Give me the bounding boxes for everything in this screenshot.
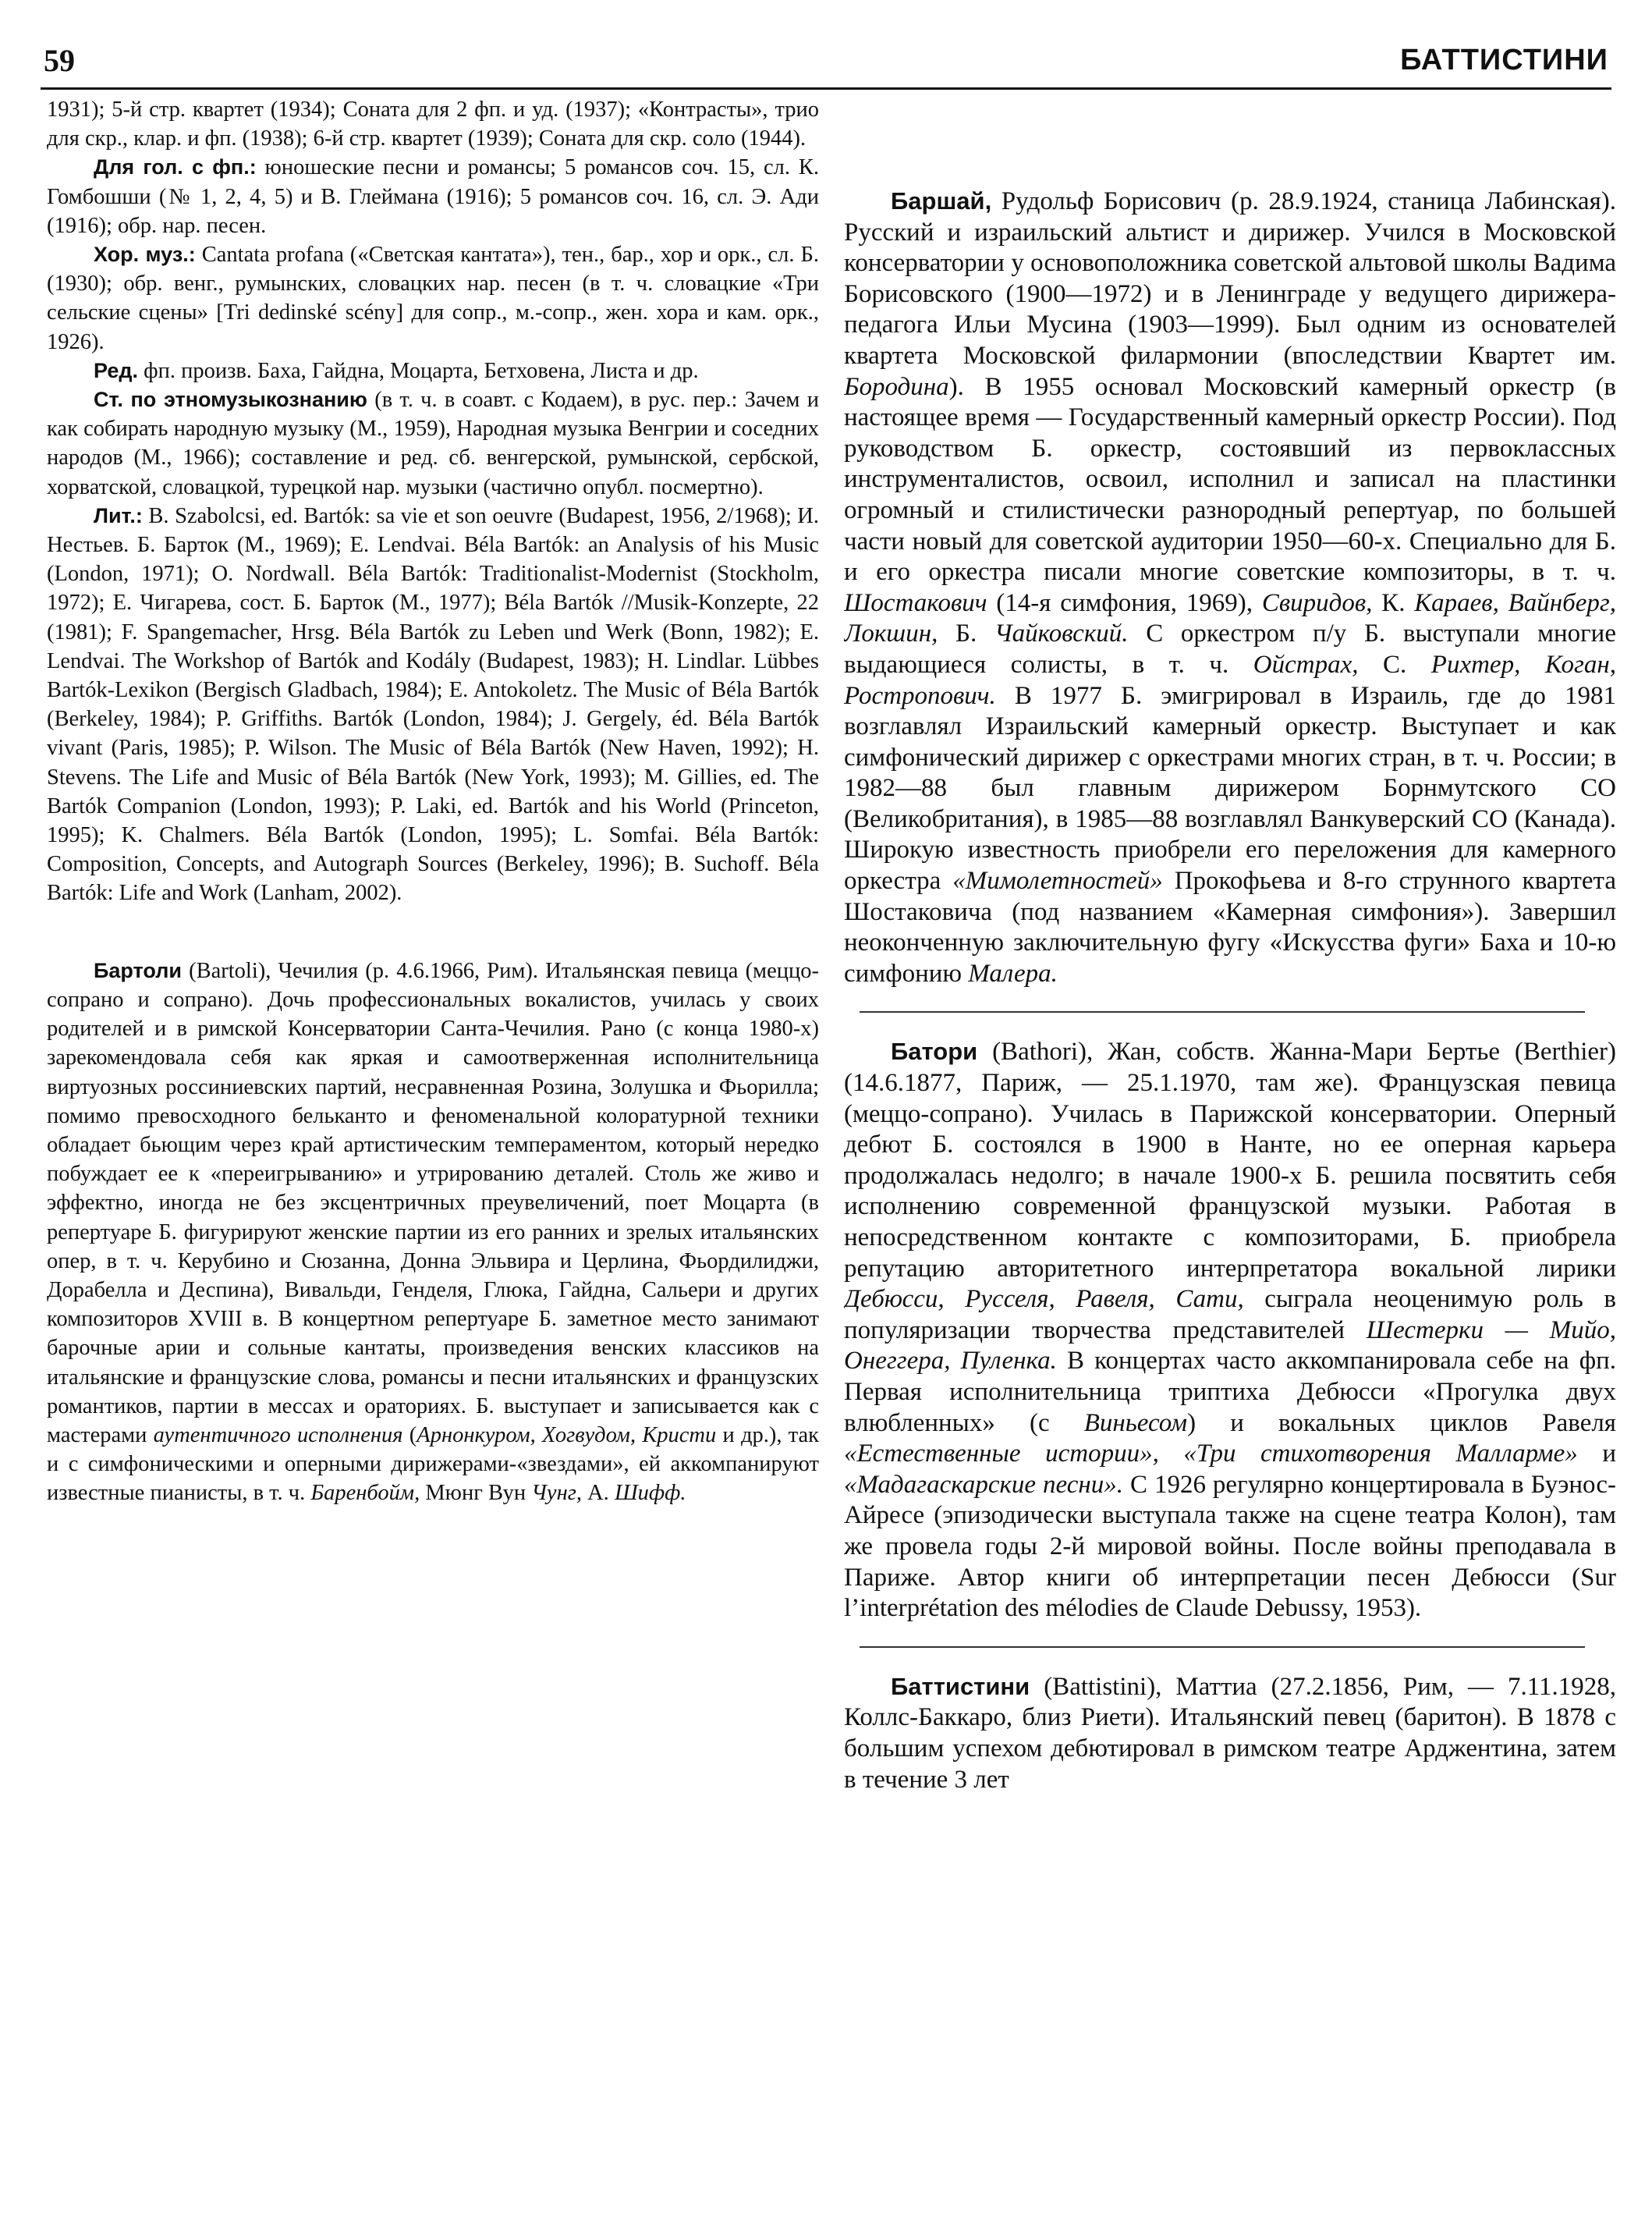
header-rule [41, 87, 1611, 90]
page-number: 59 [44, 43, 75, 78]
bartok-works-chamber: 1931); 5-й стр. квартет (1934); Соната для 2 фп. и уд. (1937); «Контрасты», трио для скр., клар. и фп. (1938); 6-й стр. квартет (1939); Соната для скр. соло (1944). [47, 98, 819, 151]
entry-gap [844, 95, 1616, 186]
bartok-editions: Ред. фп. произв. Баха, Гайдна, Моцарта, Бетховена, Листа и др. [94, 358, 699, 383]
bartok-literature: Лит.: B. Szabolcsi, ed. Bartók: sa vie et son oeuvre (Budapest, 1956, 2/1968); И. Нестьев. Б. Барток (М., 1969); E. Lendvai. Béla Bartók: an Analysis of his Music (London, 1971); O. Nordwall. Béla Bartók: Traditionalist-Modernist (Stockholm, 1972); Е. Чигарева, сост. Б. Барток (М., 1977); Béla Bartók //Musik-Konzepte, 22 (1981); F. Spangemacher, Hrsg. Béla Bartók zu Leben und Werk (Bonn, 1982); E. Lendvai. The Workshop of Bartók and Kodály (Budapest, 1983); H. Lindlar. Lübbes Bartók-Lexikon (Bergisch Gladbach, 1984); E. Antokoletz. The Music of Béla Bartók (Berkeley, 1984); P. Griffiths. Bartók (London, 1984); J. Gergely, éd. Béla Bartók vivant (Paris, 1985); P. Wilson. The Music of Béla Bartók (New Haven, 1992); H. Stevens. The Life and Music of Béla Bartók (New York, 1993); M. Gillies, ed. The Bartók Companion (London, 1993); P. Laki, ed. Bartók and his World (Princeton, 1995); K. Chalmers. Béla Bartók (London, 1995); L. Somfai. Béla Bartók: Composition, Concepts, and Autograph Sources (Berkeley, 1996); B. Suchoff. Béla Bartók: Life and Work (Lanham, 2002). [47, 503, 819, 906]
page-header [41, 41, 1611, 87]
running-head: БАТТИСТИНИ [1400, 44, 1608, 76]
entry-barshai: Баршай, Рудольф Борисович (р. 28.9.1924, станица Лабинская). Русский и израильский альтист и дирижер. Учился в Московской консерватории у основоположника советской альтовой школы Вадима Борисовского (1900—1972) и в Ленинграде у ведущего дирижера-педагога Ильи Мусина (1903—1999). Был одним из основателей квартета Московской филармонии (впоследствии Квартет им. Бородина). В 1955 основал Московский камерный оркестр (в настоящее время — Государственный камерный оркестр России). Под руководством Б. оркестр, состоявший из первоклассных инструменталистов, освоил, исполнил и записал на пластинки огромный и стилистически разнородный репертуар, по большей части новый для советской аудитории 1950—60-х. Специально для Б. и его оркестра писали многие советские композиторы, в т. ч. Шостакович (14-я симфония, 1969), Свиридов, К. Караев, Вайнберг, Локшин, Б. Чайковский. С оркестром п/у Б. выступали многие выдающиеся солисты, в т. ч. Ойстрах, С. Рихтер, Коган, Ростропович. В 1977 Б. эмигрировал в Израиль, где до 1981 возглавлял Израильский камерный оркестр. Выступает и как симфонический дирижер с оркестрами многих стран, в т. ч. России; в 1982—88 был главным дирижером Борнмутского СО (Великобритания), в 1985—88 возглавлял Ванкуверский СО (Канада). Широкую известность приобрели его переложения для камерного оркестра «Мимолетностей» Прокофьева и 8-го струнного квартета Шостаковича (под названием «Камерная симфония»). Завершил неоконченную заключительную фугу «Искусства фуги» Баха и 10-ю симфонию Малера. [844, 187, 1616, 988]
choral-label: Хор. муз.: [94, 243, 196, 267]
right-column [844, 95, 1616, 2209]
left-column [47, 95, 819, 2209]
entry-bartoli: Бартоли (Bartoli), Чечилия (р. 4.6.1966, Рим). Итальянская певица (меццо-сопрано и сопрано). Дочь профессиональных вокалистов, училась у своих родителей и в римской Консерватории Санта-Чечилия. Рано (с конца 1980-х) зарекомендовала себя как яркая и самоотверженная исполнительница виртуозных россиниевских партий, несравненная Розина, Золушка и Фьорилла; помимо превосходного бельканто и феноменальной колоратурной техники обладает бьющим через край артистическим темпераментом, который нередко побуждает ее к «переигрыванию» и утрированию деталей. Столь же живо и эффектно, иногда не без эксцентричных преувеличений, поет Моцарта (в репертуаре Б. фигурируют женские партии из его ранних и зрелых итальянских опер, в т. ч. Керубино и Сюзанна, Донна Эльвира и Церлина, Фьордилиджи, Дорабелла и Деспина), Вивальди, Генделя, Глюка, Гайдна, Сальери и других композиторов XVIII в. В концертном репертуаре Б. заметное место занимают барочные арии и сольные кантаты, произведения венских классиков на итальянские и французские слова, романсы и песни итальянских и французских романтиков, партии в мессах и ораториях. Б. выступает и записывается как с мастерами аутентичного исполнения (Арнонкуром, Хогвудом, Кристи и др.), так и с симфоническими и оперными дирижерами-«звездами», ей аккомпанируют известные пианисты, в т. ч. Баренбойм, Мюнг Вун Чунг, А. Шифф. [47, 958, 819, 1506]
ethno-label: Ст. по этномузыкознанию [94, 388, 367, 412]
entry-bathori: Батори (Bathori), Жан, собств. Жанна-Мари Бертье (Berthier) (14.6.1877, Париж, — 25.1.1970, там же). Французская певица (меццо-сопрано). Училась в Парижской консерватории. Оперный дебют Б. состоялся в 1900 в Нанте, но ее оперная карьера продолжалась недолго; в начале 1900-х Б. решила посвятить себя исполнению современной французской музыки. Работая в непосредственном контакте с композиторами, Б. приобрела репутацию авторитетного интерпретатора вокальной лирики Дебюсси, Русселя, Равеля, Сати, сыграла неоценимую роль в популяризации творчества представителей Шестерки — Мийо, Онеггера, Пуленка. В концертах часто аккомпанировала себе на фп. Первая исполнительница триптиха Дебюсси «Прогулка двух влюбленных» (с Виньесом) и вокальных циклов Равеля «Естественные истории», «Три стихотворения Малларме» и «Мадагаскарские песни». С 1926 регулярно концертировала в Буэнос-Айресе (эпизодически выступала также на сцене театра Колон), там же провела годы 2-й мировой войны. После войны преподавала в Париже. Автор книги об интерпретации песен Дебюсси (Sur l’interprétation des mélodies de Claude Debussy, 1953). [844, 1038, 1616, 1623]
entry-separator [860, 1011, 1585, 1013]
headword-bathori: Батори [891, 1038, 978, 1066]
lit-label: Лит.: [94, 503, 143, 527]
entry-gap [47, 908, 819, 957]
bartok-works-voice: Для гол. с фп.: юношеские песни и романсы; 5 романсов соч. 15, сл. К. Гомбошши (№ 1, 2, 4, 5) и В. Глеймана (1916); 5 романсов соч. 16, сл. Э. Ади (1916); обр. нар. песен. [47, 155, 819, 238]
entry-battistini: Баттистини (Battistini), Маттиа (27.2.1856, Рим, — 7.11.1928, Коллс-Баккаро, близ Риети). Итальянский певец (баритон). В 1878 с большим успехом дебютировал в римском театре Арджентина, затем в течение 3 лет [844, 1672, 1616, 1794]
ed-label: Ред. [94, 358, 138, 382]
entry-separator [860, 1646, 1585, 1648]
voice-label: Для гол. с фп.: [94, 155, 257, 179]
bartok-ethnomusicology: Ст. по этномузыкознанию (в т. ч. в соавт. с Кодаем), в рус. пер.: Зачем и как собирать народную музыку (М., 1959), Народная музыка Венгрии и соседних народов (М., 1966); составление и ред. сб. венгерской, румынской, сербской, хорватской, словацкой, турецкой нар. музыки (частично опубл. посмертно). [47, 388, 819, 499]
bartok-works-choral: Хор. муз.: Cantata profana («Светская кантата»), тен., бар., хор и орк., сл. Б. (1930); обр. венг., румынских, словацких нар. песен (в т. ч. словацкие «Три сельские сцены» [Tri dedinské scény] для сопр., м.-сопр., жен. хора и кам. орк., 1926). [47, 243, 819, 354]
headword-bartoli: Бартоли [94, 958, 182, 982]
headword-barshai: Баршай, [891, 187, 992, 215]
headword-battistini: Баттистини [891, 1672, 1030, 1700]
